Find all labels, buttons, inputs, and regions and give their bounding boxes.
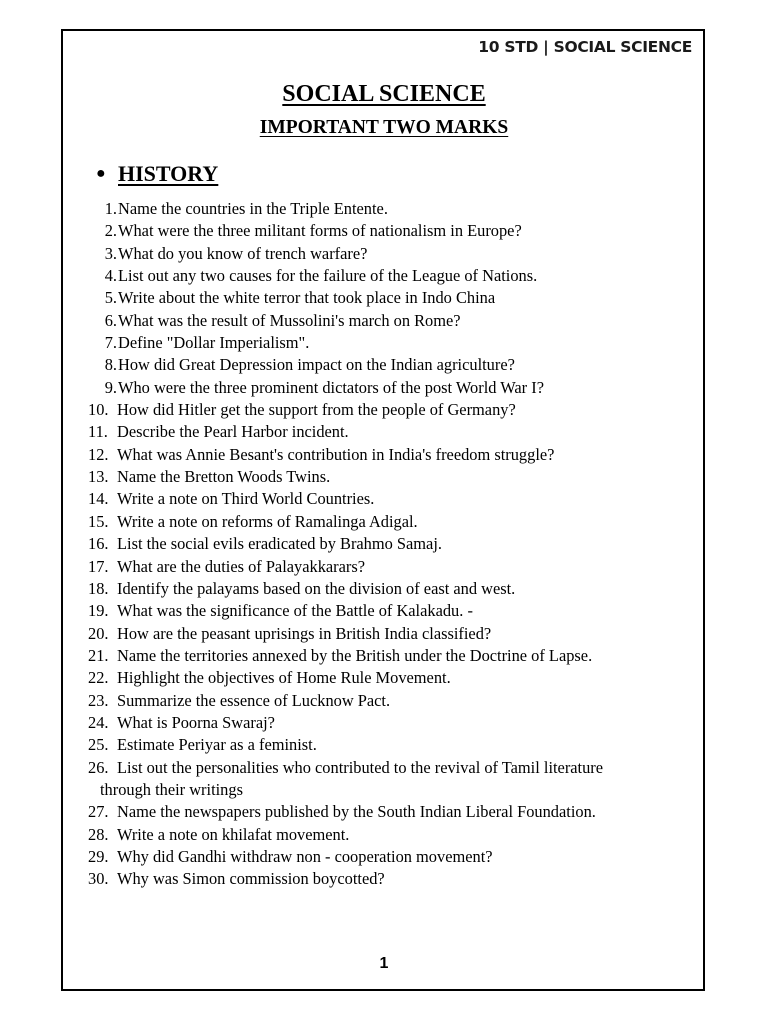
question-item [84,287,603,309]
question-text: List the social evils eradicated by Brahmo Samaj. [117,534,442,554]
question-number: 15. [88,511,109,531]
question-number: 10. [88,400,109,420]
question-number: 18. [88,578,109,598]
question-item [84,712,603,734]
question-item [84,243,603,265]
question-number: 29. [88,846,109,866]
question-text: Write a note on reforms of Ramalinga Adigal. [117,511,418,531]
question-text: Highlight the objectives of Home Rule Movement. [117,668,451,688]
question-number: 26. [88,757,109,777]
page-subtitle: IMPORTANT TWO MARKS [259,117,509,138]
question-item [84,421,603,443]
question-item [84,623,603,645]
question-text: Summarize the essence of Lucknow Pact. [117,690,391,710]
question-text: Name the territories annexed by the British under the Doctrine of Lapse. [117,645,593,665]
question-text: Write about the white terror that took place in Indo China [118,288,496,308]
question-text: Define "Dollar Imperialism". [118,333,310,353]
question-item [84,801,603,823]
question-text: What was the significance of the Battle of Kalakadu. - [117,601,473,621]
question-text: List out the personalities who contributed to the revival of Tamil literature [117,757,604,777]
question-item [84,846,603,868]
question-text: What do you know of trench warfare? [118,243,368,263]
question-text: What was the result of Mussolini's march on Rome? [118,310,461,330]
question-item [84,690,603,712]
question-number: 16. [88,534,109,554]
page-title: SOCIAL SCIENCE [282,81,486,107]
question-number: 13. [88,467,109,487]
question-item [84,198,603,220]
question-number: 20. [88,623,109,643]
question-item [84,399,603,421]
question-number: 24. [88,712,109,732]
question-number: 2. [104,221,117,241]
question-text: What is Poorna Swaraj? [117,712,275,732]
question-number: 7. [104,333,117,353]
question-number: 23. [88,690,109,710]
question-text: Name the Bretton Woods Twins. [117,467,331,487]
question-item [84,824,603,846]
question-text: What was Annie Besant's contribution in India's freedom struggle? [117,444,555,464]
question-number: 19. [88,601,109,621]
question-text: Write a note on Third World Countries. [117,489,375,509]
question-item [84,488,603,510]
question-item [84,578,603,600]
question-number: 25. [88,735,109,755]
question-number: 28. [88,824,109,844]
question-item [84,645,603,667]
question-text: What were the three militant forms of nationalism in Europe? [118,221,522,241]
question-number: 21. [88,645,109,665]
question-item [84,265,603,287]
question-item [84,310,603,332]
question-item [84,511,603,533]
question-text: Who were the three prominent dictators of the post World War I? [118,377,544,397]
section-heading-history [96,161,218,187]
section-heading-label: HISTORY [118,161,219,186]
question-item [84,533,603,555]
question-text: Why did Gandhi withdraw non - cooperation movement? [117,846,493,866]
question-number: 8. [104,355,117,375]
question-number: 12. [88,444,109,464]
question-item [84,868,603,890]
question-number: 4. [104,266,117,286]
question-number: 27. [88,802,109,822]
question-text: Describe the Pearl Harbor incident. [117,422,349,442]
question-text: How are the peasant uprisings in British India classified? [117,623,492,643]
question-number: 1. [104,199,117,218]
question-text: Identify the palayams based on the division of east and west. [117,578,516,598]
question-item [84,332,603,354]
question-number: 6. [104,310,117,330]
question-item [84,600,603,622]
page-number: 1 [379,955,389,972]
question-text: Name the countries in the Triple Entente. [118,199,388,218]
question-list [84,198,603,891]
question-item [84,667,603,689]
question-text: How did Hitler get the support from the people of Germany? [117,400,516,420]
question-text: Why was Simon commission boycotted? [117,869,385,889]
bullet-icon: ● [96,165,106,182]
question-item [84,556,603,578]
question-item [84,354,603,376]
question-text: What are the duties of Palayakkarars? [117,556,366,576]
question-number: 14. [88,489,109,509]
question-number: 30. [88,869,109,889]
question-number: 11. [88,422,108,442]
question-text: Estimate Periyar as a feminist. [117,735,317,755]
question-number: 5. [104,288,117,308]
question-text-continuation: through their writings [100,779,243,799]
question-item [84,757,603,802]
header-tag: 10 STD | SOCIAL SCIENCE [478,38,692,56]
question-text: Write a note on khilafat movement. [117,824,350,844]
question-number: 9. [104,377,117,397]
question-item [84,734,603,756]
question-text: Name the newspapers published by the South Indian Liberal Foundation. [117,802,596,822]
question-item [84,466,603,488]
question-number: 22. [88,668,109,688]
question-text: How did Great Depression impact on the Indian agriculture? [118,355,515,375]
question-item [84,377,603,399]
question-number: 17. [88,556,109,576]
question-text: List out any two causes for the failure of the League of Nations. [118,266,538,286]
question-item [84,444,603,466]
question-item [84,220,603,242]
question-number: 3. [104,243,117,263]
